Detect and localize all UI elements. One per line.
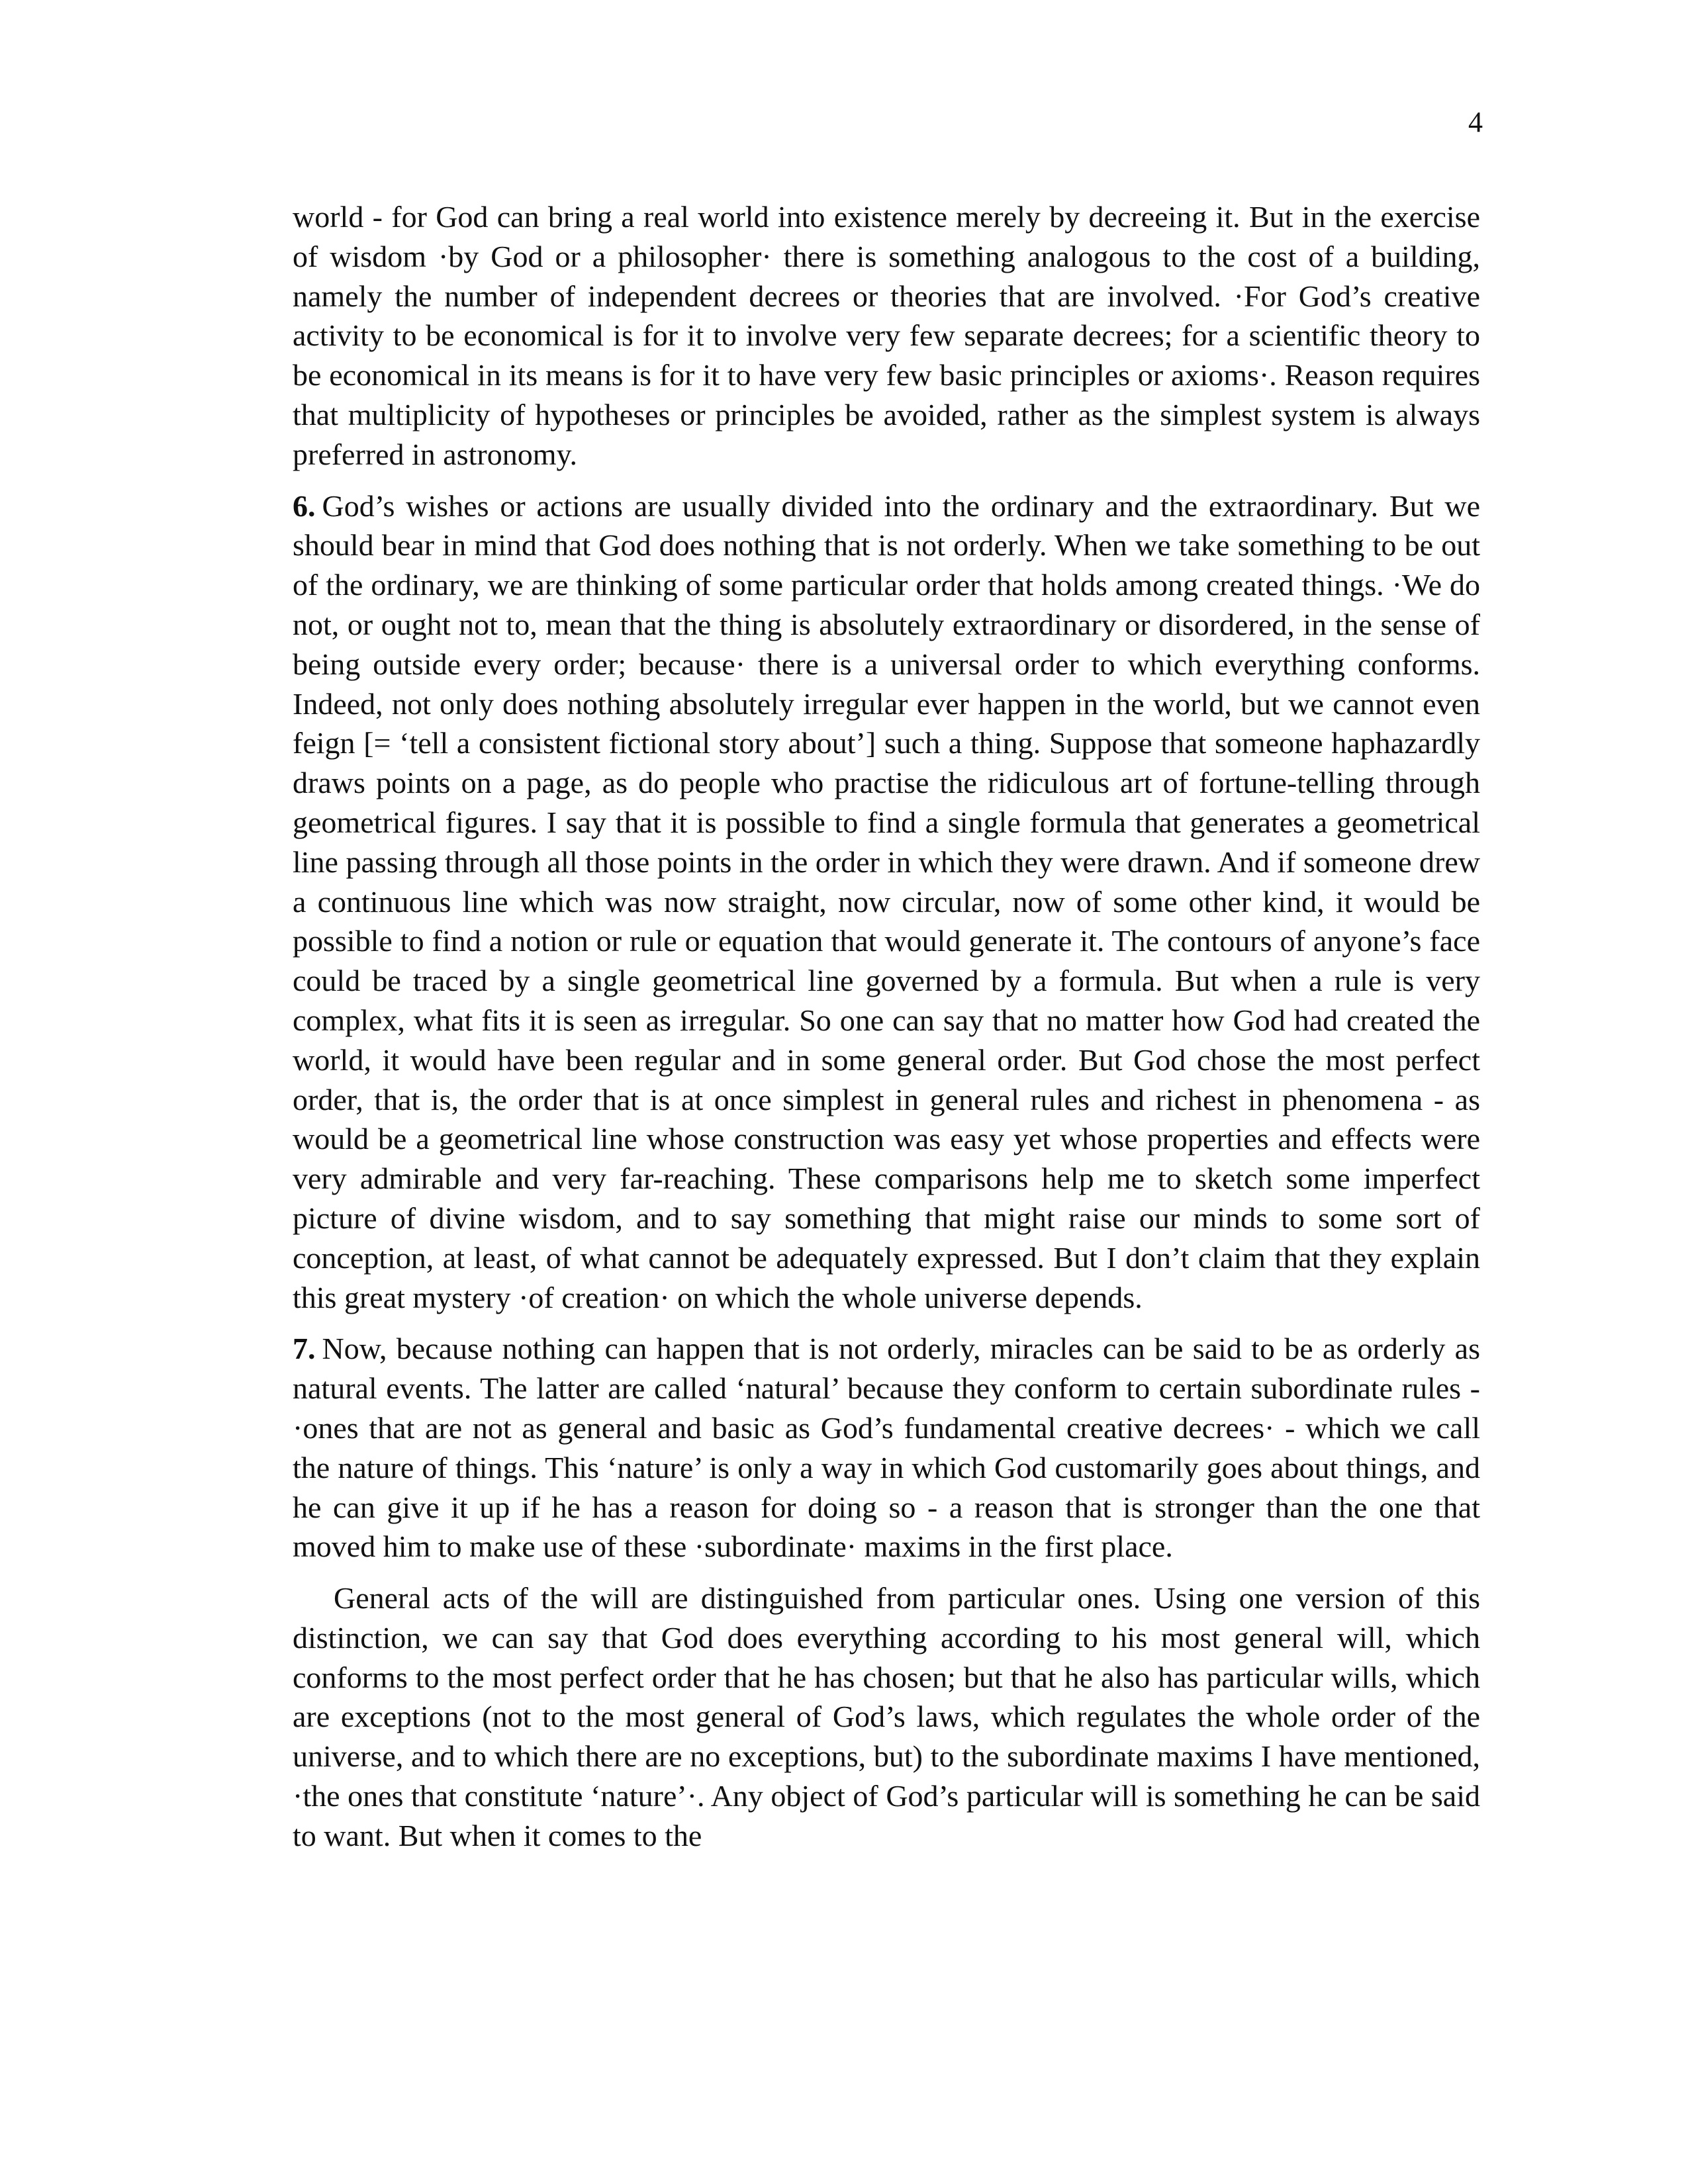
paragraph-text: General acts of the will are distinguished from particular ones. Using one version of this distinction, we can say that God does everything according to his most general will, which conforms to the most perfect order that he has chosen; but that he also has particular wills, which are exceptions (not to the most general of God’s laws, which regulates the whole order of the universe, and to which there are no exceptions, but) to the subordinate maxims I have mentioned, ·the ones that constitute ‘nature’·. Any object of God’s particular will is something he can be said to want. But when it comes to the	[293, 1581, 1480, 1852]
section-number: 7.	[293, 1332, 316, 1366]
page-number: 4	[1468, 106, 1483, 138]
section-7-paragraph	[293, 1329, 1480, 1567]
paragraph-continuation	[293, 197, 1480, 475]
paragraph-text: God’s wishes or actions are usually divided into the ordinary and the extraordinary. But we should bear in mind that God does nothing that is not orderly. When we take something to be out of the ordinary, we are thinking of some particular order that holds among created things. ·We do not, or ought not to, mean that the thing is absolutely extraordinary or disordered, in the sense of being outside every order; because· there is a universal order to which everything conforms. Indeed, not only does nothing absolutely irregular ever happen in the world, but we cannot even feign [= ‘tell a consistent fictional story about’] such a thing. Suppose that someone haphazardly draws points on a page, as do people who practise the ridiculous art of fortune-telling through geometrical figures. I say that it is possible to find a single formula that generates a geometrical line passing through all those points in the order in which they were drawn. And if someone drew a continuous line which was now straight, now circular, now of some other kind, it would be possible to find a notion or rule or equation that would generate it. The contours of anyone’s face could be traced by a single geometrical line governed by a formula. But when a rule is very complex, what fits it is seen as irregular. So one can say that no matter how God had created the world, it would have been regular and in some general order. But God chose the most perfect order, that is, the order that is at once simplest in general rules and richest in phenomena - as would be a geometrical line whose construction was easy yet whose properties and effects were very admirable and very far-reaching. These comparisons help me to sketch some imperfect picture of divine wisdom, and to say something that might raise our minds to some sort of conception, at least, of what cannot be adequately expressed. But I don’t claim that they explain this great mystery ·of creation· on which the whole universe depends.	[293, 488, 1480, 1314]
section-6-paragraph	[293, 486, 1480, 1318]
indented-paragraph	[293, 1578, 1480, 1856]
paragraph-text: Now, because nothing can happen that is not orderly, miracles can be said to be as orderly as natural events. The latter are called ‘natural’ because they conform to certain subordinate rules - ·ones that are not as general and basic as God’s fundamental creative decrees· - which we call the nature of things. This ‘nature’ is only a way in which God customarily goes about things, and he can give it up if he has a reason for doing so - a reason that is stronger than the one that moved him to make use of these ·subordinate· maxims in the first place.	[293, 1332, 1480, 1564]
section-number: 6.	[293, 488, 316, 523]
paragraph-text: world - for God can bring a real world into existence merely by decreeing it. But in the exercise of wisdom ·by God or a philosopher· there is something analogous to the cost of a building, namely the number of independent decrees or theories that are involved. ·For God’s creative activity to be economical is for it to involve very few separate decrees; for a scientific theory to be economical in its means is for it to have very few basic principles or axioms·. Reason requires that multiplicity of hypotheses or principles be avoided, rather as the simplest system is always preferred in astronomy.	[293, 200, 1480, 471]
body-text	[293, 197, 1480, 1868]
